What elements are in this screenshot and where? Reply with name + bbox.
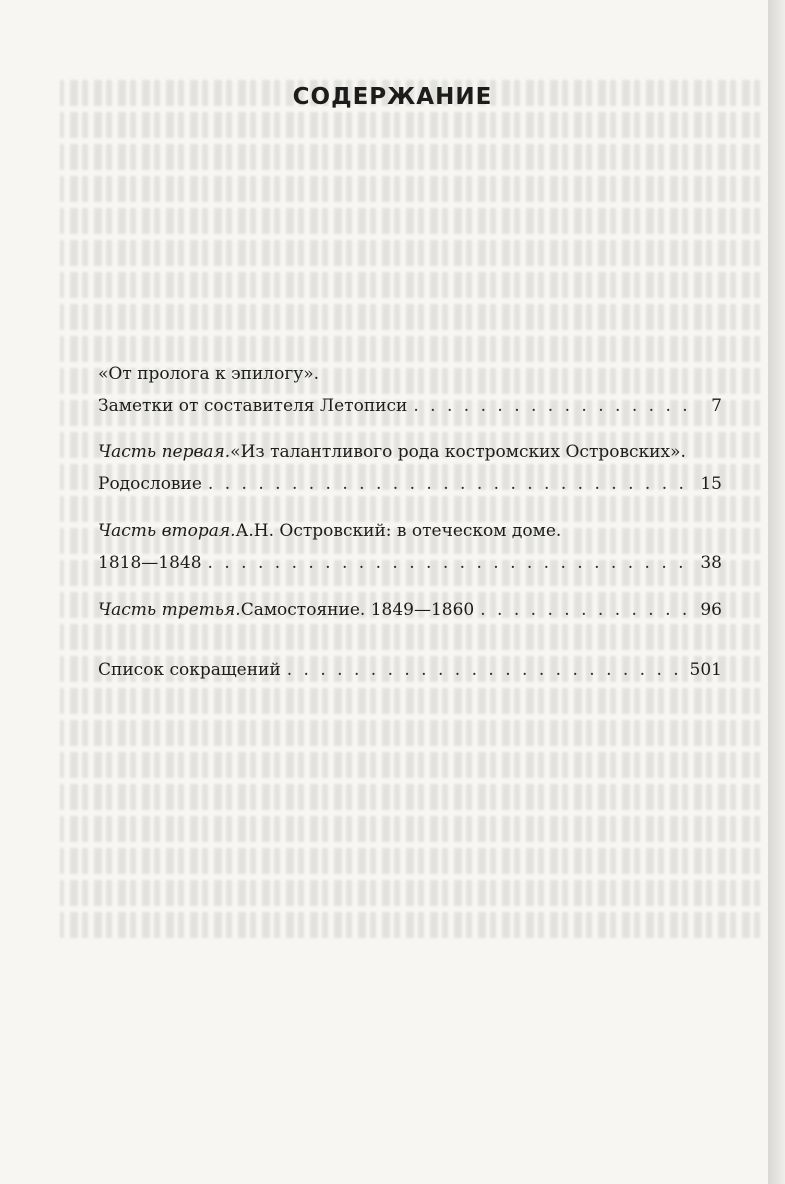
part-label: Часть третья. <box>98 600 241 620</box>
page-number: 96 <box>700 600 722 620</box>
page-number: 501 <box>689 660 722 680</box>
page-number: 38 <box>700 553 722 573</box>
part-label: Часть вторая. <box>98 521 236 541</box>
toc-entry-part-one[interactable] <box>98 436 722 500</box>
toc-entry-part-three[interactable] <box>98 594 722 626</box>
dot-leader <box>480 594 694 626</box>
dot-leader <box>287 654 684 686</box>
toc-entry-subtitle: 1818—1848 <box>98 553 202 573</box>
dot-leader <box>413 390 696 422</box>
toc-entry-title: «Из талантливого рода костромских Островских». <box>230 442 686 462</box>
dot-leader <box>208 468 694 500</box>
toc-entry-title: «От пролога к эпилогу». <box>98 364 320 384</box>
toc-entry-abbreviations[interactable] <box>98 654 722 686</box>
page-number: 7 <box>711 396 722 416</box>
toc-entry-title: А.Н. Островский: в отеческом доме. <box>235 521 562 541</box>
toc-entry-title: Список сокращений <box>98 660 281 680</box>
toc-entry-subtitle: Заметки от составителя Летописи <box>98 396 408 416</box>
page-edge <box>768 0 785 1184</box>
toc-entry-subtitle: Родословие <box>98 474 202 494</box>
dot-leader <box>208 547 695 579</box>
toc-entry-title: Самостояние. 1849—1860 <box>240 600 475 620</box>
page-number: 15 <box>700 474 722 494</box>
toc-entry-part-two[interactable] <box>98 515 722 579</box>
toc-entry-prologue[interactable] <box>98 358 722 422</box>
part-label: Часть первая. <box>98 442 231 462</box>
toc-title: СОДЕРЖАНИЕ <box>292 84 493 110</box>
